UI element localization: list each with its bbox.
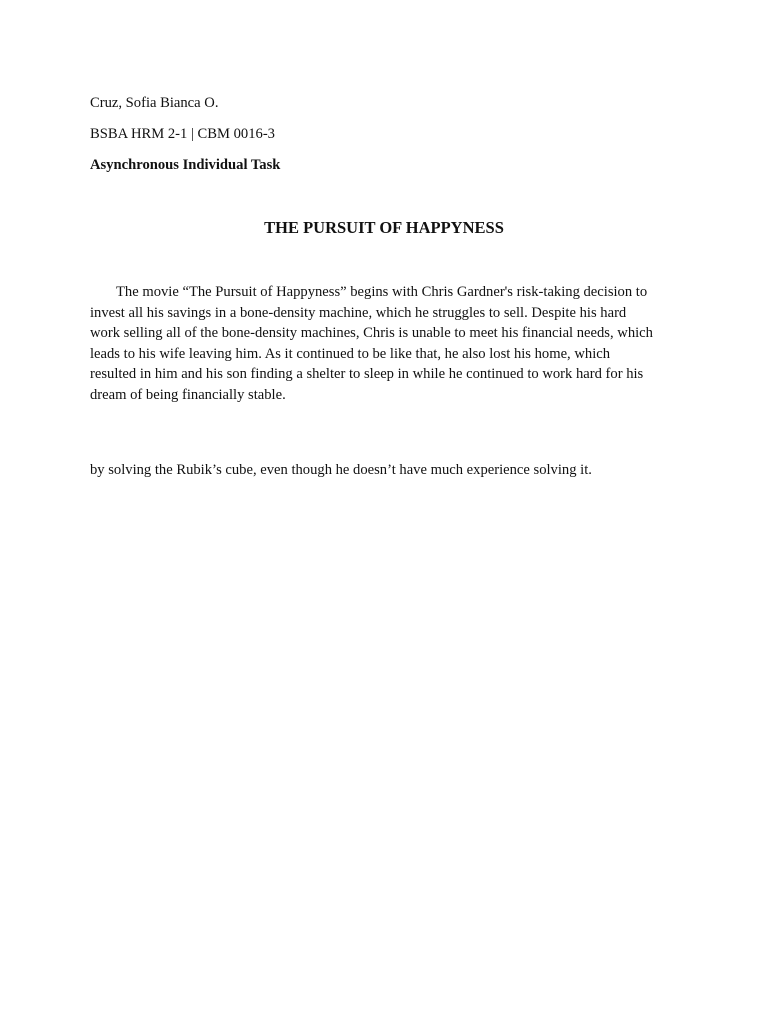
- paragraph-1-line: work selling all of the bone-density machines, Chris is unable to meet his financial needs, which: [90, 325, 653, 342]
- paragraph-1-line: dream of being financially stable.: [90, 386, 286, 403]
- paragraph-1-line: The movie “The Pursuit of Happyness” begins with Chris Gardner's risk-taking decision to: [116, 284, 648, 300]
- course-info: BSBA HRM 2-1 | CBM 0016-3: [90, 126, 275, 142]
- paragraph-1-line: invest all his savings in a bone-density machine, which he struggles to sell. Despite his hard: [90, 304, 627, 321]
- paragraph-1: [90, 282, 680, 406]
- author-name: Cruz, Sofia Bianca O.: [90, 95, 219, 111]
- document-title: THE PURSUIT OF HAPPYNESS: [264, 218, 504, 237]
- paragraph-1-line: resulted in him and his son finding a shelter to sleep in while he continued to work hard for his: [90, 366, 644, 383]
- task-label: Asynchronous Individual Task: [90, 157, 281, 173]
- paragraph-2: by solving the Rubik’s cube, even though he doesn’t have much experience solving it.: [90, 462, 592, 478]
- paragraph-1-line: leads to his wife leaving him. As it continued to be like that, he also lost his home, which: [90, 345, 611, 362]
